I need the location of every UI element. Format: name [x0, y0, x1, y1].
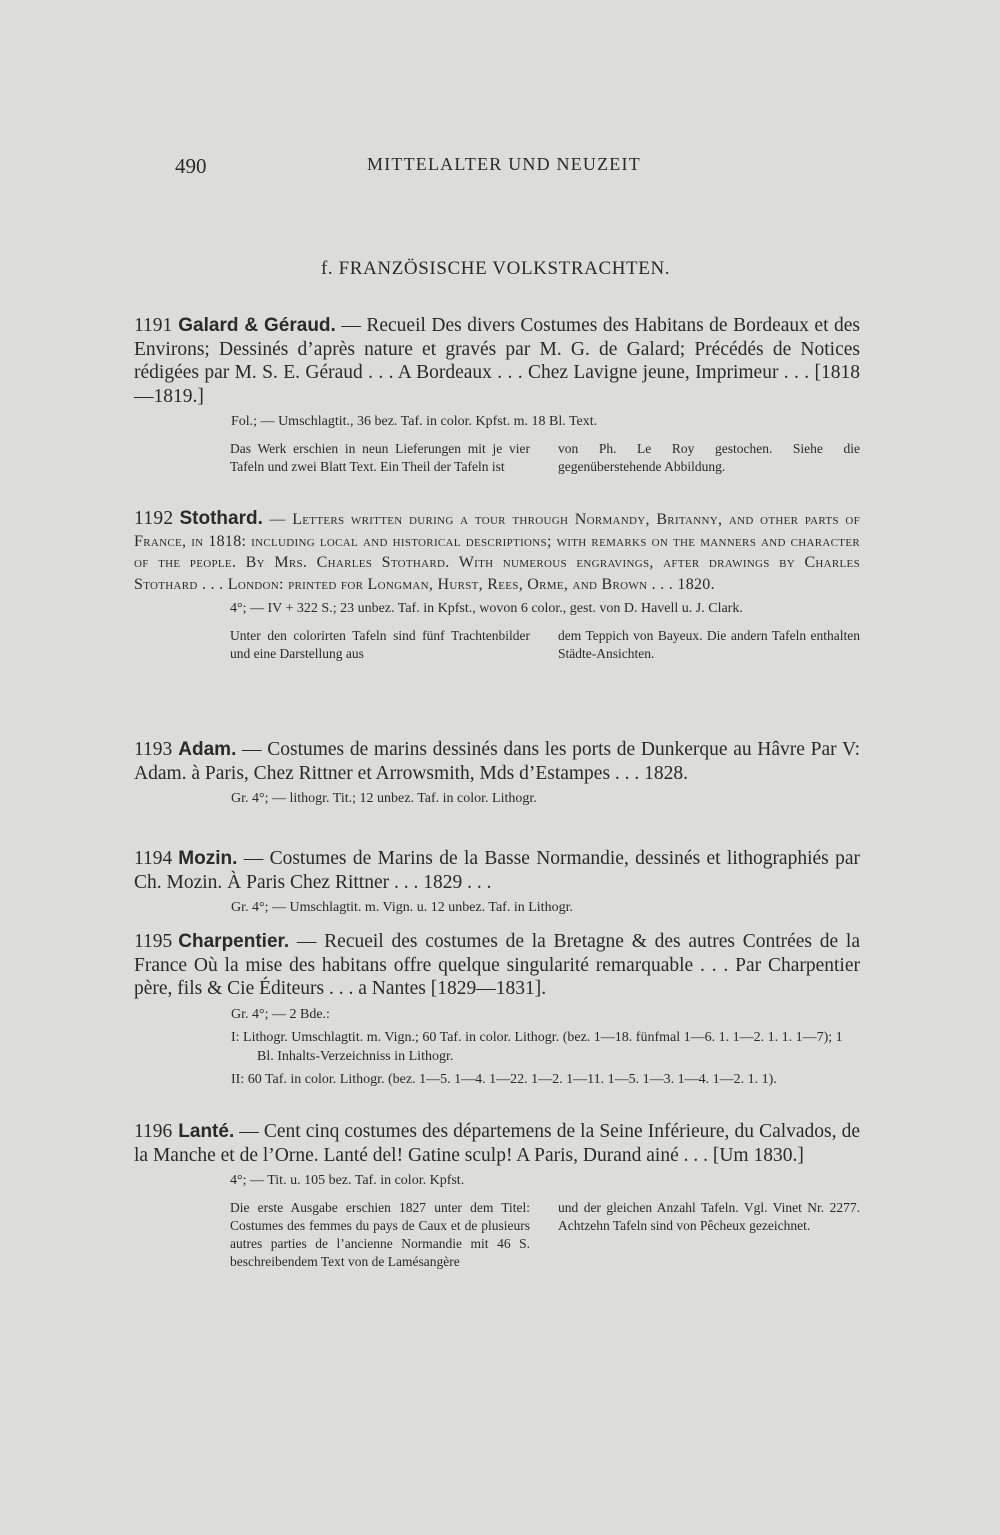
entry-number: 1195: [134, 931, 173, 952]
volume-2-collation: II: 60 Taf. in color. Lithogr. (bez. 1—5. 1—4. 1—22. 1—2. 1—11. 1—5. 1—3. 1—4. 1—2. 1. 1).: [231, 1071, 777, 1087]
note-right: dem Teppich von Bayeux. Die andern Tafeln enthalten Städte-Ansichten.: [558, 628, 860, 661]
note-left: Unter den colorirten Tafeln sind fünf Trachtenbilder und eine Darstellung aus: [230, 628, 530, 661]
entry-collation: Gr. 4°; — lithogr. Tit.; 12 unbez. Taf. in color. Lithogr.: [231, 791, 537, 806]
entry-author: Charpentier.: [178, 931, 290, 952]
catalog-entry: [134, 314, 860, 476]
entry-heading: [134, 738, 860, 785]
page-number: 490: [175, 154, 207, 178]
entry-heading: [134, 508, 860, 595]
entry-author: Stothard.: [179, 508, 263, 529]
entry-notes: [134, 627, 860, 663]
entry-collation: 4°; — Tit. u. 105 bez. Taf. in color. Kpfst.: [230, 1173, 465, 1188]
entry-number: 1193: [134, 739, 173, 760]
note-right: und der gleichen Anzahl Tafeln. Vgl. Vinet Nr. 2277. Achtzehn Tafeln sind von Pêcheux gezeichnet.: [558, 1200, 860, 1233]
entry-heading: [134, 847, 860, 894]
section-title: f. FRANZÖSISCHE VOLKSTRACHTEN.: [321, 258, 671, 279]
entry-title-text: — Recueil des costumes de la Bretagne & des autres Contrées de la France Où la mise des habitans offre quelque singularité remarquable . . . Par Charpentier père, fils & Cie Éditeurs . . . a Nantes [1829—1831].: [134, 931, 860, 999]
note-left: Die erste Ausgabe erschien 1827 unter dem Titel: Costumes des femmes du pays de Caux et de plusieurs autres parties de l’ancienne Normandie mit 46 S. beschreibendem Text von de Lamésangère: [230, 1200, 530, 1269]
entry-heading: [134, 314, 860, 408]
entry-collation: Gr. 4°; — Umschlagtit. m. Vign. u. 12 unbez. Taf. in Lithogr.: [231, 900, 573, 915]
catalog-entry: [134, 1120, 860, 1271]
entry-number: 1196: [134, 1121, 173, 1142]
entry-collation: Fol.; — Umschlagtit., 36 bez. Taf. in color. Kpfst. m. 18 Bl. Text.: [231, 414, 598, 429]
volume-1-collation: I: Lithogr. Umschlagtit. m. Vign.; 60 Taf. in color. Lithogr. (bez. 1—18. fünfmal 1—6. 1. 1—2. 1. 1. 1—7); 1 Bl. Inhalts-Verzeichniss in Lithogr.: [231, 1029, 843, 1064]
entry-author: Galard & Géraud.: [178, 315, 336, 336]
entry-title-text: — Recueil Des divers Costumes des Habitans de Bordeaux et des Environs; Dessinés d’après nature et gravés par M. G. de Galard; Précédés de Notices rédigées par M. S. E. Géraud . . . A Bordeaux . . . Chez Lavigne jeune, Imprimeur . . . [1818—1819.]: [134, 315, 860, 407]
entry-title-text: — Cent cinq costumes des départemens de la Seine Inférieure, du Calvados, de la Manche et de l’Orne. Lanté del! Gatine sculp! A Paris, Durand ainé . . . [Um 1830.]: [134, 1121, 860, 1166]
note-right: von Ph. Le Roy gestochen. Siehe die gegenüberstehende Abbildung.: [558, 441, 860, 474]
entry-author: Adam.: [178, 739, 237, 760]
entry-author: Mozin.: [178, 848, 238, 869]
entry-collation: 4°; — IV + 322 S.; 23 unbez. Taf. in Kpfst., wovon 6 color., gest. von D. Havell u. J. Clark.: [230, 601, 743, 616]
catalog-entry: [134, 508, 860, 663]
entry-title-text: — Letters written during a tour through Normandy, Britanny, and other parts of France, in 1818: including local and historical descriptions; with remarks on the manners and character of the people. By Mrs. Charles Stothard. With numerous engravings, after drawings by Charles Stothard . . . London: printed for Longman, Hurst, Rees, Orme, and Brown . . . 1820.: [134, 511, 860, 593]
entry-collation: Gr. 4°; — 2 Bde.:: [231, 1006, 330, 1022]
running-head: MITTELALTER UND NEUZEIT: [367, 154, 641, 174]
catalog-entry: [134, 847, 860, 917]
entry-author: Lanté.: [178, 1121, 235, 1142]
entry-number: 1192: [134, 508, 174, 529]
catalog-entry: [134, 930, 860, 1089]
catalog-entry: [134, 738, 860, 808]
entry-number: 1191: [134, 315, 173, 336]
entry-title-text: — Costumes de Marins de la Basse Normandie, dessinés et lithographiés par Ch. Mozin. À Paris Chez Rittner . . . 1829 . . .: [134, 848, 860, 893]
entry-number: 1194: [134, 848, 173, 869]
entry-notes: [134, 1199, 860, 1271]
entry-title-text: — Costumes de marins dessinés dans les ports de Dunkerque au Hâvre Par V: Adam. à Paris, Chez Rittner et Arrowsmith, Mds d’Estampes . . . 1828.: [134, 739, 860, 784]
entry-heading: [134, 930, 860, 1001]
entry-notes: [134, 440, 860, 476]
entry-heading: [134, 1120, 860, 1167]
note-left: Das Werk erschien in neun Lieferungen mit je vier Tafeln und zwei Blatt Text. Ein Theil der Tafeln ist: [230, 441, 530, 474]
